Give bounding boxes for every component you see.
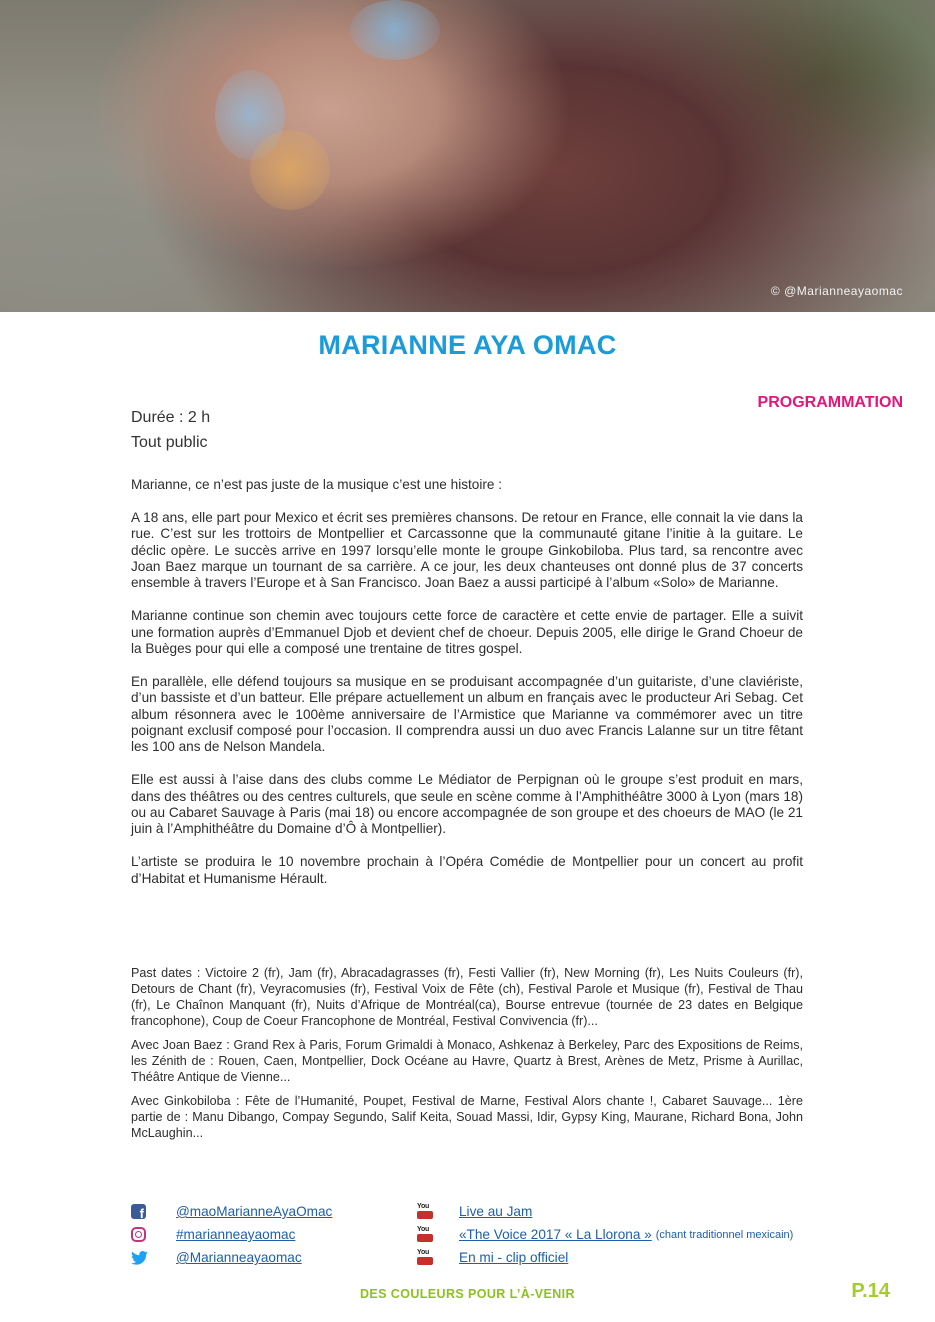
video-row xyxy=(417,1200,793,1223)
instagram-row xyxy=(131,1223,332,1246)
twitter-link[interactable]: @Marianneayaomac xyxy=(176,1250,302,1265)
event-meta xyxy=(131,405,210,455)
section-label: PROGRAMMATION xyxy=(757,394,903,411)
youtube-icon[interactable]: You xyxy=(417,1249,433,1266)
photo-pigment xyxy=(250,130,330,210)
facebook-row xyxy=(131,1200,332,1223)
body-paragraph: L’artiste se produira le 10 novembre prochain à l’Opéra Comédie de Montpellier pour un concert au profit d’Habitat et Humanisme Hérault. xyxy=(131,854,803,886)
joan-baez-paragraph: Avec Joan Baez : Grand Rex à Paris, Forum Grimaldi à Monaco, Ashkenaz à Berkeley, Parc des Expositions de Reims, les Zénith de : Rouen, Caen, Montpellier, Dock Océane au Havre, Quartz à Brest, Arènes de Metz, Prisme à Aurillac, Théâtre Antique de Vienne... xyxy=(131,1038,803,1084)
video-note: (chant traditionnel mexicain) xyxy=(655,1228,794,1241)
instagram-icon[interactable] xyxy=(131,1227,146,1242)
body-paragraph: Elle est aussi à l’aise dans des clubs comme Le Médiator de Perpignan où le groupe s’est produit en mars, dans des théâtres ou des centres culturels, que seule en scène comme à l’Amphithéâtre 3000 à Lyon (mars 18) ou au Cabaret Sauvage à Paris (mai 18) ou encore accompagnée de son groupe et des choeurs de MAO (le 21 juin à l’Amphithéâtre du Domaine d’Ô à Montpellier). xyxy=(131,772,803,837)
instagram-link[interactable]: #marianneayaomac xyxy=(176,1227,296,1242)
past-dates-paragraph: Past dates : Victoire 2 (fr), Jam (fr), Abracadagrasses (fr), Festi Vallier (fr), New Morning (fr), Les Nuits Couleurs (fr), Detours de Chant (fr), Veyracomusies (fr), Festival Voix de Fête (ch), Festival Parole et Musique (fr), Festival de Thau (fr), Le Chaînon Manquant (fr), Nuits d’Afrique de Montréal(ca), Bourse entrevue (tournée de 23 dates en Belgique francophone), Coup de Coeur Francophone de Montréal, Festival Convivencia (fr)... xyxy=(131,966,803,1028)
description xyxy=(131,477,803,903)
social-links xyxy=(131,1200,332,1269)
youtube-icon[interactable]: You xyxy=(417,1203,433,1220)
ginkobiloba-paragraph: Avec Ginkobiloba : Fête de l’Humanité, Poupet, Festival de Marne, Festival Alors chante !, Cabaret Sauvage... 1ère partie de : Manu Dibango, Compay Segundo, Salif Keita, Souad Massi, Idir, Gypsy King, Maurane, Richard Bona, John McLaughin... xyxy=(131,1094,803,1140)
audience-text: Tout public xyxy=(131,434,208,451)
page-number: P.14 xyxy=(851,1280,890,1302)
video-link-en-mi[interactable]: En mi - clip officiel xyxy=(459,1250,569,1265)
body-paragraph: A 18 ans, elle part pour Mexico et écrit ses premières chansons. De retour en France, elle connait la vie dans la rue. C’est sur les trottoirs de Montpellier et Carcassonne que la communauté gitane l’initie à la guitare. Le déclic opère. Le succès arrive en 1997 lorsqu’elle monte le groupe Ginkobiloba. Plus tard, sa rencontre avec Joan Baez marque un tournant de sa carrière. A ce jour, les deux chanteuses ont donné plus de 37 concerts ensemble à travers l’Europe et à San Francisco. Joan Baez a aussi participé à l’album «Solo» de Marianne. xyxy=(131,509,803,591)
twitter-row xyxy=(131,1246,332,1269)
body-paragraph: En parallèle, elle défend toujours sa musique en se produisant accompagnée d’un guitariste, d’une claviériste, d’un bassiste et d’un batteur. Elle prépare actuellement un album en français avec le producteur Ari Sebag. Cet album résonnera avec le 100ème anniversaire de l’Armistice que Marianne va commémorer avec un titre poignant exclusif composé pour l’occasion. Il comprendra aussi un duo avec Francis Lalanne sur un titre fêtant les 100 ans de Nelson Mandela. xyxy=(131,673,803,755)
video-links xyxy=(417,1200,793,1269)
footer-tagline: DES COULEURS POUR L’À-VENIR xyxy=(360,1287,575,1301)
photo-credit: © @Marianneayaomac xyxy=(770,284,903,298)
video-row xyxy=(417,1223,793,1246)
facebook-link[interactable]: @maoMarianneAyaOmac xyxy=(176,1204,333,1219)
video-link-live-au-jam[interactable]: Live au Jam xyxy=(459,1204,533,1219)
hero-photo xyxy=(0,0,935,312)
youtube-icon[interactable]: You xyxy=(417,1226,433,1243)
body-paragraph: Marianne, ce n’est pas juste de la musique c’est une histoire : xyxy=(131,477,503,492)
twitter-icon[interactable] xyxy=(131,1251,148,1265)
video-link-the-voice[interactable]: «The Voice 2017 « La Llorona » xyxy=(459,1227,652,1242)
past-dates xyxy=(131,965,803,1149)
photo-pigment xyxy=(350,0,440,60)
facebook-icon[interactable] xyxy=(131,1204,146,1219)
video-row xyxy=(417,1246,793,1269)
body-paragraph: Marianne continue son chemin avec toujours cette force de caractère et cette envie de partager. Elle a suivit une formation auprès d’Emmanuel Djob et devient chef de choeur. Depuis 2005, elle dirige le Grand Choeur de la Buèges pour qui elle a composé une trentaine de titres gospel. xyxy=(131,608,803,657)
page-title: MARIANNE AYA OMAC xyxy=(318,330,617,360)
duration-text: Durée : 2 h xyxy=(131,409,211,426)
